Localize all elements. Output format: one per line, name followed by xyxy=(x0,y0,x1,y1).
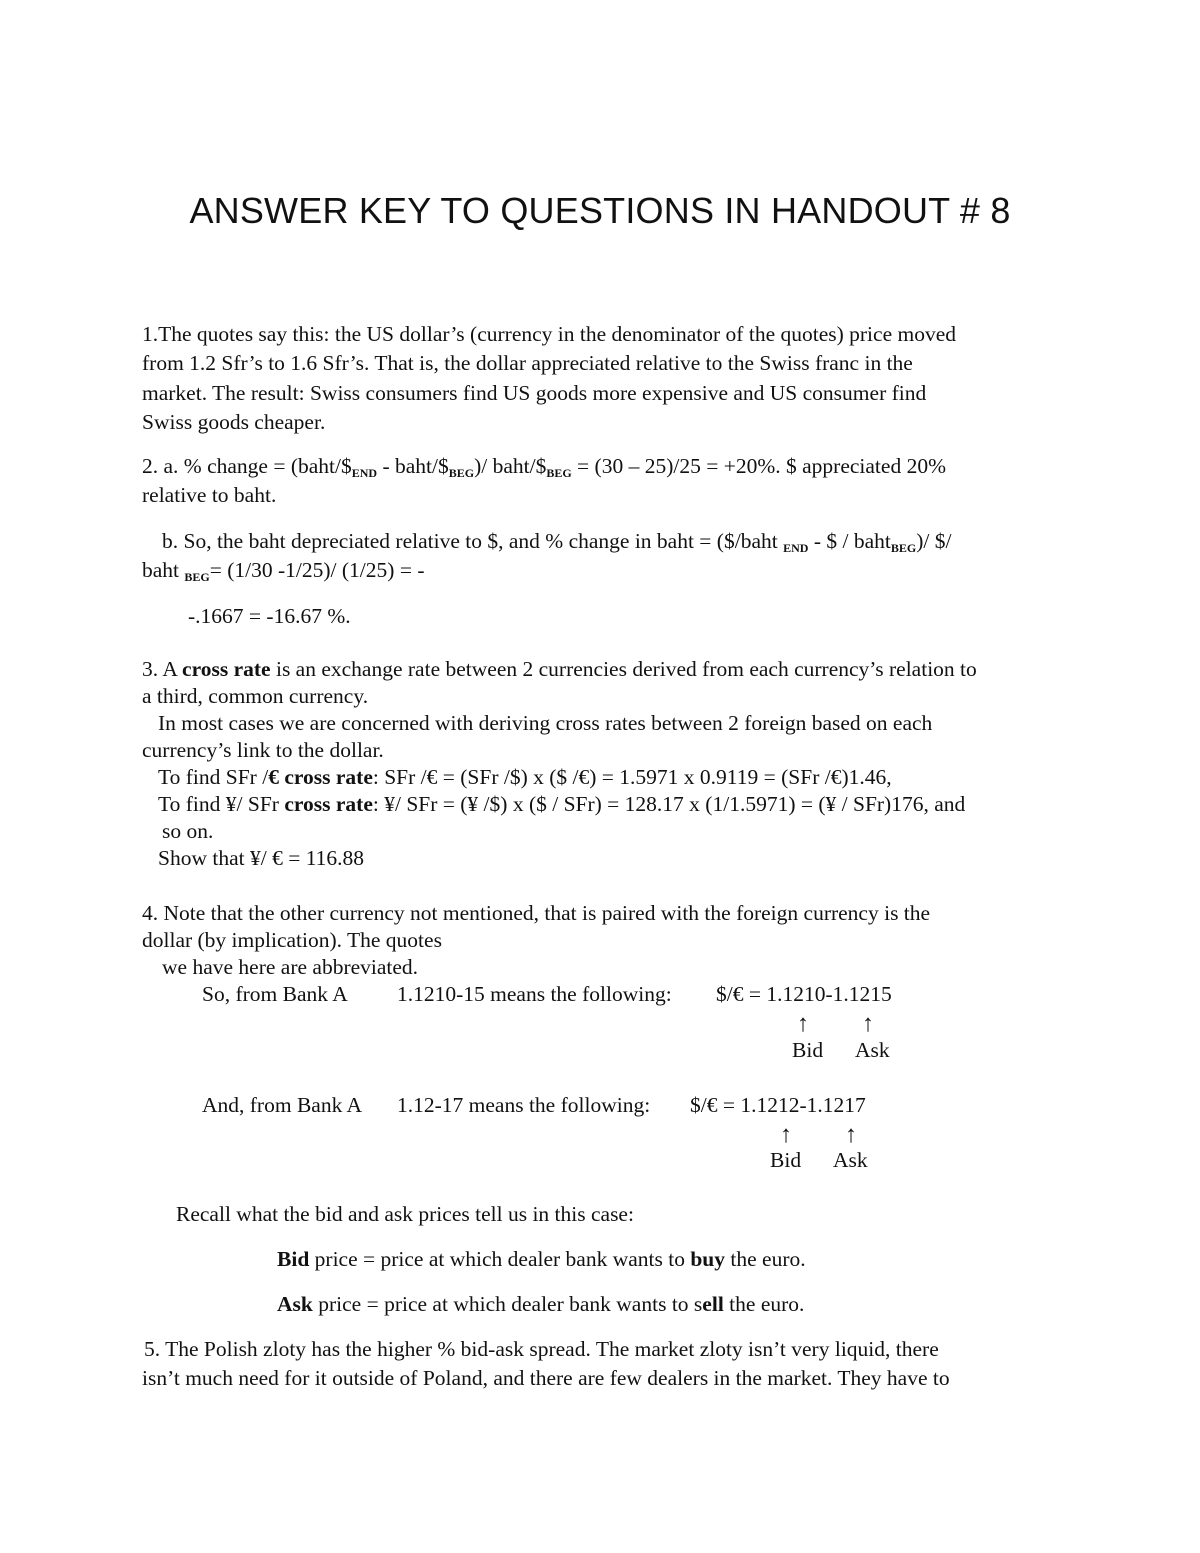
recall-text: Recall what the bid and ask prices tell us in this case: xyxy=(176,1202,634,1226)
q4-line-3: we have here are abbreviated. xyxy=(162,955,419,979)
bank-a-first-quote: 1.1210-15 means the following: xyxy=(397,982,672,1006)
q5-line-2: isn’t much need for it outside of Poland, and there are few dealers in the market. They have to xyxy=(142,1366,950,1390)
q2a-line-2: relative to baht. xyxy=(142,483,277,507)
bid-definition: Bid price = price at which dealer bank wants to buy the euro. xyxy=(277,1247,806,1271)
q3-line-4: currency’s link to the dollar. xyxy=(142,738,384,762)
q2a-line-1: 2. a. % change = ($baht/\$_{END}$ - baht/$\$_{BEG})/$ baht/$\$_{BEG} = (30 - 25)/25 = +20\%$. $ appreciated 20% xyxy=(142,454,946,480)
up-arrow-icon: ↑ xyxy=(780,1122,792,1148)
bank-a-first-value: $/€ = 1.1210-1.1215 xyxy=(716,982,892,1006)
q1-line-2: from 1.2 Sfr’s to 1.6 Sfr’s. That is, the dollar appreciated relative to the Swiss franc in the xyxy=(142,351,913,375)
q2b-line-1: b. So, the baht depreciated relative to $, and % change in baht = ($/baht $_{END}$ - $ / baht$_{BEG}$)/ $/ xyxy=(162,529,952,555)
up-arrow-icon: ↑ xyxy=(797,1011,809,1037)
q3-line-6: To find ¥/ SFr cross rate: ¥/ SFr = (¥ /$) x ($ / SFr) = 128.17 x (1/1.5971) = (¥ / SFr)176, and xyxy=(158,792,966,816)
up-arrow-icon: ↑ xyxy=(845,1122,857,1148)
q3-line-2: a third, common currency. xyxy=(142,684,369,708)
page-title: ANSWER KEY TO QUESTIONS IN HANDOUT # 8 xyxy=(189,190,1011,231)
q3-line-5: To find SFr /€ cross rate: SFr /€ = (SFr /$) x ($ /€) = 1.5971 x 0.9119 = (SFr /€)1.46, xyxy=(158,765,892,789)
q1-line-1: 1.The quotes say this: the US dollar’s (currency in the denominator of the quotes) price moved xyxy=(142,322,957,346)
up-arrow-icon: ↑ xyxy=(862,1011,874,1037)
bank-a-first-intro: So, from Bank A xyxy=(202,982,348,1006)
q4-line-1: 4. Note that the other currency not mentioned, that is paired with the foreign currency is the xyxy=(142,901,931,925)
q3-line-7: so on. xyxy=(162,819,214,843)
q3-line-3: In most cases we are concerned with deriving cross rates between 2 foreign based on each xyxy=(158,711,933,735)
q3-line-8: Show that ¥/ € = 116.88 xyxy=(158,846,365,870)
q2b-line-3: -.1667 = -16.67 %. xyxy=(188,604,351,628)
ask-label: Ask xyxy=(833,1148,868,1172)
q1-line-3: market. The result: Swiss consumers find US goods more expensive and US consumer find xyxy=(142,381,927,405)
q2b-line-2: baht $_{BEG}$= (1/30 -1/25)/ (1/25) = - xyxy=(142,558,425,584)
q4-line-2: dollar (by implication). The quotes xyxy=(142,928,442,952)
bid-label: Bid xyxy=(770,1148,802,1172)
bank-a-second-value: $/€ = 1.1212-1.1217 xyxy=(690,1093,866,1117)
ask-label: Ask xyxy=(855,1038,890,1062)
ask-definition: Ask price = price at which dealer bank wants to sell the euro. xyxy=(277,1292,805,1316)
q5-line-1: 5. The Polish zloty has the higher % bid-ask spread. The market zloty isn’t very liquid, there xyxy=(144,1337,939,1361)
q3-line-1: 3. A cross rate is an exchange rate between 2 currencies derived from each currency’s relation to xyxy=(142,657,977,681)
bank-a-second-intro: And, from Bank A xyxy=(202,1093,363,1117)
bid-label: Bid xyxy=(792,1038,824,1062)
bank-a-second-quote: 1.12-17 means the following: xyxy=(397,1093,651,1117)
q1-line-4: Swiss goods cheaper. xyxy=(142,410,326,434)
